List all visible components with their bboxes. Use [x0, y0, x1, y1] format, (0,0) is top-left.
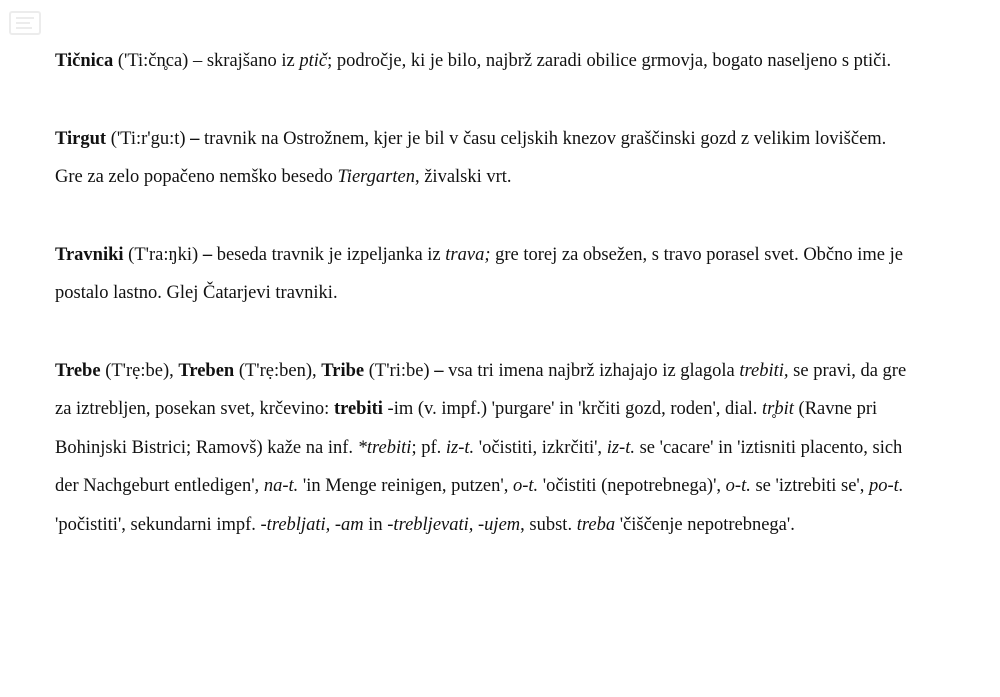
- body-text: 'očistiti, izkrčiti',: [474, 437, 607, 458]
- entry-paragraph: [55, 236, 915, 313]
- italic-text: -trebljati, -am: [260, 514, 364, 535]
- body-text: , živalski vrt.: [414, 167, 512, 187]
- body-text: beseda travnik je izpeljanka iz: [212, 244, 446, 265]
- body-text: 'in Menge reinigen, putzen',: [298, 476, 513, 496]
- italic-text: -trebljevati, -ujem: [387, 514, 521, 535]
- body-text: travnik na Ostrožnem, kjer je bil v času celjskih knezov graščinski gozd z velikim loviščem. Gre za zelo popačeno nemško besedo: [55, 128, 887, 187]
- entry-travniki: [55, 236, 915, 313]
- watermark-logo: [8, 8, 64, 38]
- body-text: (T'ri:be): [364, 360, 435, 381]
- entry-trebe: [55, 352, 915, 545]
- italic-text: ptič: [299, 51, 328, 71]
- entry-paragraph: [55, 42, 915, 81]
- entry-ticnica: [55, 42, 915, 81]
- entry-paragraph: [55, 120, 915, 197]
- body-text: ('Ti:r'gu:t): [106, 128, 191, 149]
- body-text: (T'ra:ŋki): [123, 244, 203, 265]
- body-text: (T'rẹ:ben),: [234, 360, 322, 381]
- body-text: ; področje, ki je bilo, najbrž zaradi obilice grmovja, bogato naseljeno s ptiči.: [327, 51, 892, 71]
- headword-text: Tribe: [321, 360, 365, 381]
- headword-text: –: [190, 128, 200, 149]
- document-page: [55, 42, 915, 544]
- body-text: 'očistiti (nepotrebnega)',: [538, 476, 726, 496]
- headword-text: Tirgut: [55, 128, 107, 149]
- entry-paragraph: [55, 352, 915, 545]
- body-text: ; pf.: [411, 437, 446, 458]
- body-text: se 'iztrebiti se',: [750, 476, 870, 496]
- italic-text: trava;: [445, 244, 491, 265]
- body-text: se pravi, da gre za iztrebljen, posekan svet, krčevino:: [55, 360, 907, 419]
- italic-text: tr̥bit: [762, 399, 794, 419]
- headword-text: Travniki: [55, 244, 124, 265]
- italic-text: po-t.: [869, 476, 904, 496]
- body-text: ('Ti:čn̥ca) – skrajšano iz: [113, 51, 300, 71]
- body-text: vsa tri imena najbrž izhajajo iz glagola: [443, 360, 740, 381]
- body-text: 'počistiti', sekundarni impf.: [55, 514, 261, 535]
- italic-text: iz-t.: [445, 437, 475, 458]
- italic-text: trebiti,: [739, 360, 789, 381]
- italic-text: na-t.: [263, 476, 299, 496]
- body-text: se 'cacare' in 'iztisniti placento, sich der Nachgeburt entledigen',: [55, 437, 903, 496]
- headword-text: Treben: [178, 360, 235, 381]
- italic-text: *trebiti: [357, 437, 412, 458]
- headword-text: –: [202, 244, 213, 265]
- italic-text: o-t.: [725, 476, 751, 496]
- entry-tirgut: [55, 120, 915, 197]
- body-text: (T'rẹ:be),: [100, 360, 179, 381]
- body-text: -im (v. impf.) 'purgare' in 'krčiti gozd, roden', dial.: [382, 399, 763, 419]
- italic-text: iz-t.: [606, 437, 635, 458]
- body-text: in: [363, 514, 388, 535]
- body-text: , subst.: [520, 514, 577, 535]
- italic-text: Tiergarten: [337, 167, 415, 187]
- italic-text: o-t.: [512, 476, 539, 496]
- italic-text: treba: [576, 514, 616, 535]
- body-text: 'čiščenje nepotrebnega'.: [615, 514, 795, 535]
- body-text: (Ravne pri Bohinjski Bistrici; Ramovš) kaže na inf.: [55, 399, 878, 458]
- headword-text: Trebe: [55, 360, 101, 381]
- headword-text: Tičnica: [55, 51, 114, 71]
- body-text: gre torej za obsežen, s travo porasel svet. Občno ime je postalo lastno. Glej Čatarjevi travniki.: [55, 244, 903, 303]
- headword-text: trebiti: [333, 399, 383, 419]
- headword-text: –: [434, 360, 444, 381]
